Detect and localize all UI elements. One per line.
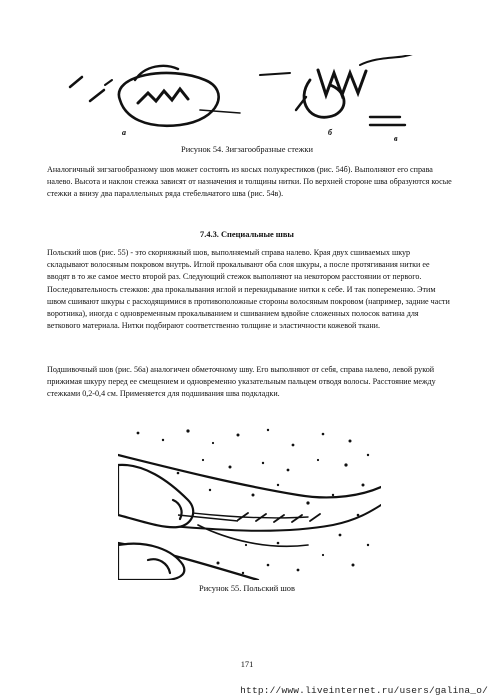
figure-54-zigzag-stitches xyxy=(60,55,460,150)
figure-54b-label: б xyxy=(328,128,332,137)
figure-54a-label: а xyxy=(122,128,126,137)
watermark-url: http://www.liveinternet.ru/users/galina_o/ xyxy=(240,685,488,696)
page-number: 171 xyxy=(240,660,254,669)
figure-55-polish-seam-illustration xyxy=(118,425,381,580)
figure-54v-label: в xyxy=(394,134,398,143)
section-heading: 7.4.3. Специальные швы xyxy=(200,230,294,239)
figure-54a-drawing xyxy=(70,66,240,126)
figure-55-caption: Рисунок 55. Польский шов xyxy=(199,584,295,593)
figure-54-caption: Рисунок 54. Зигзагообразные стежки xyxy=(181,145,313,154)
figure-54b-drawing xyxy=(260,55,415,117)
paragraph-zigzag: Аналогичный зигзагообразному шов может состоять из косых полукрестиков (рис. 54б). Выполняют его справа налево. Высота и наклон стежка зависят от назначения и толщины нитки. По верхней стороне шва образуются косые стежки а внизу два параллельных ряда стебельчатого шва (рис. 54в). xyxy=(47,165,452,199)
paragraph-polish-seam: Польский шов (рис. 55) - это скорняжный шов, выполняемый справа налево. Края двух сшиваемых шкур складывают волосяным покровом внутрь. Иглой прокалывают оба слоя шкуры, а после протягивания нитки ее вводят в то же самое место второй раз. Следующий стежок выполняют на некотором расстоянии от первого. Последовательность стежков: два прокалывания иглой и перекидывание нитки к себе. И так попеременно. Этим швом сшивают шкуры с расходящимися в противоположные стороны волосяным покровом (например, задние части воротника), иногда с одновременным прокалыванием и сшиванием вдвойне сложенных полосок ватина для веткового материала. Нитки подбирают соответственно толщине и эластичности кожевой ткани. xyxy=(47,248,450,331)
figure-54v-drawing xyxy=(370,117,405,125)
paragraph-hemming-seam: Подшивочный шов (рис. 56а) аналогичен обметочному шву. Его выполняют от себя, справа налево, левой рукой прижимая шкуру перед ее смещением и одновременно указательным пальцем отводя волосы. Расстояние между стежками 0,2-0,4 см. Применяется для подшивания шва подкладки. xyxy=(47,365,436,399)
